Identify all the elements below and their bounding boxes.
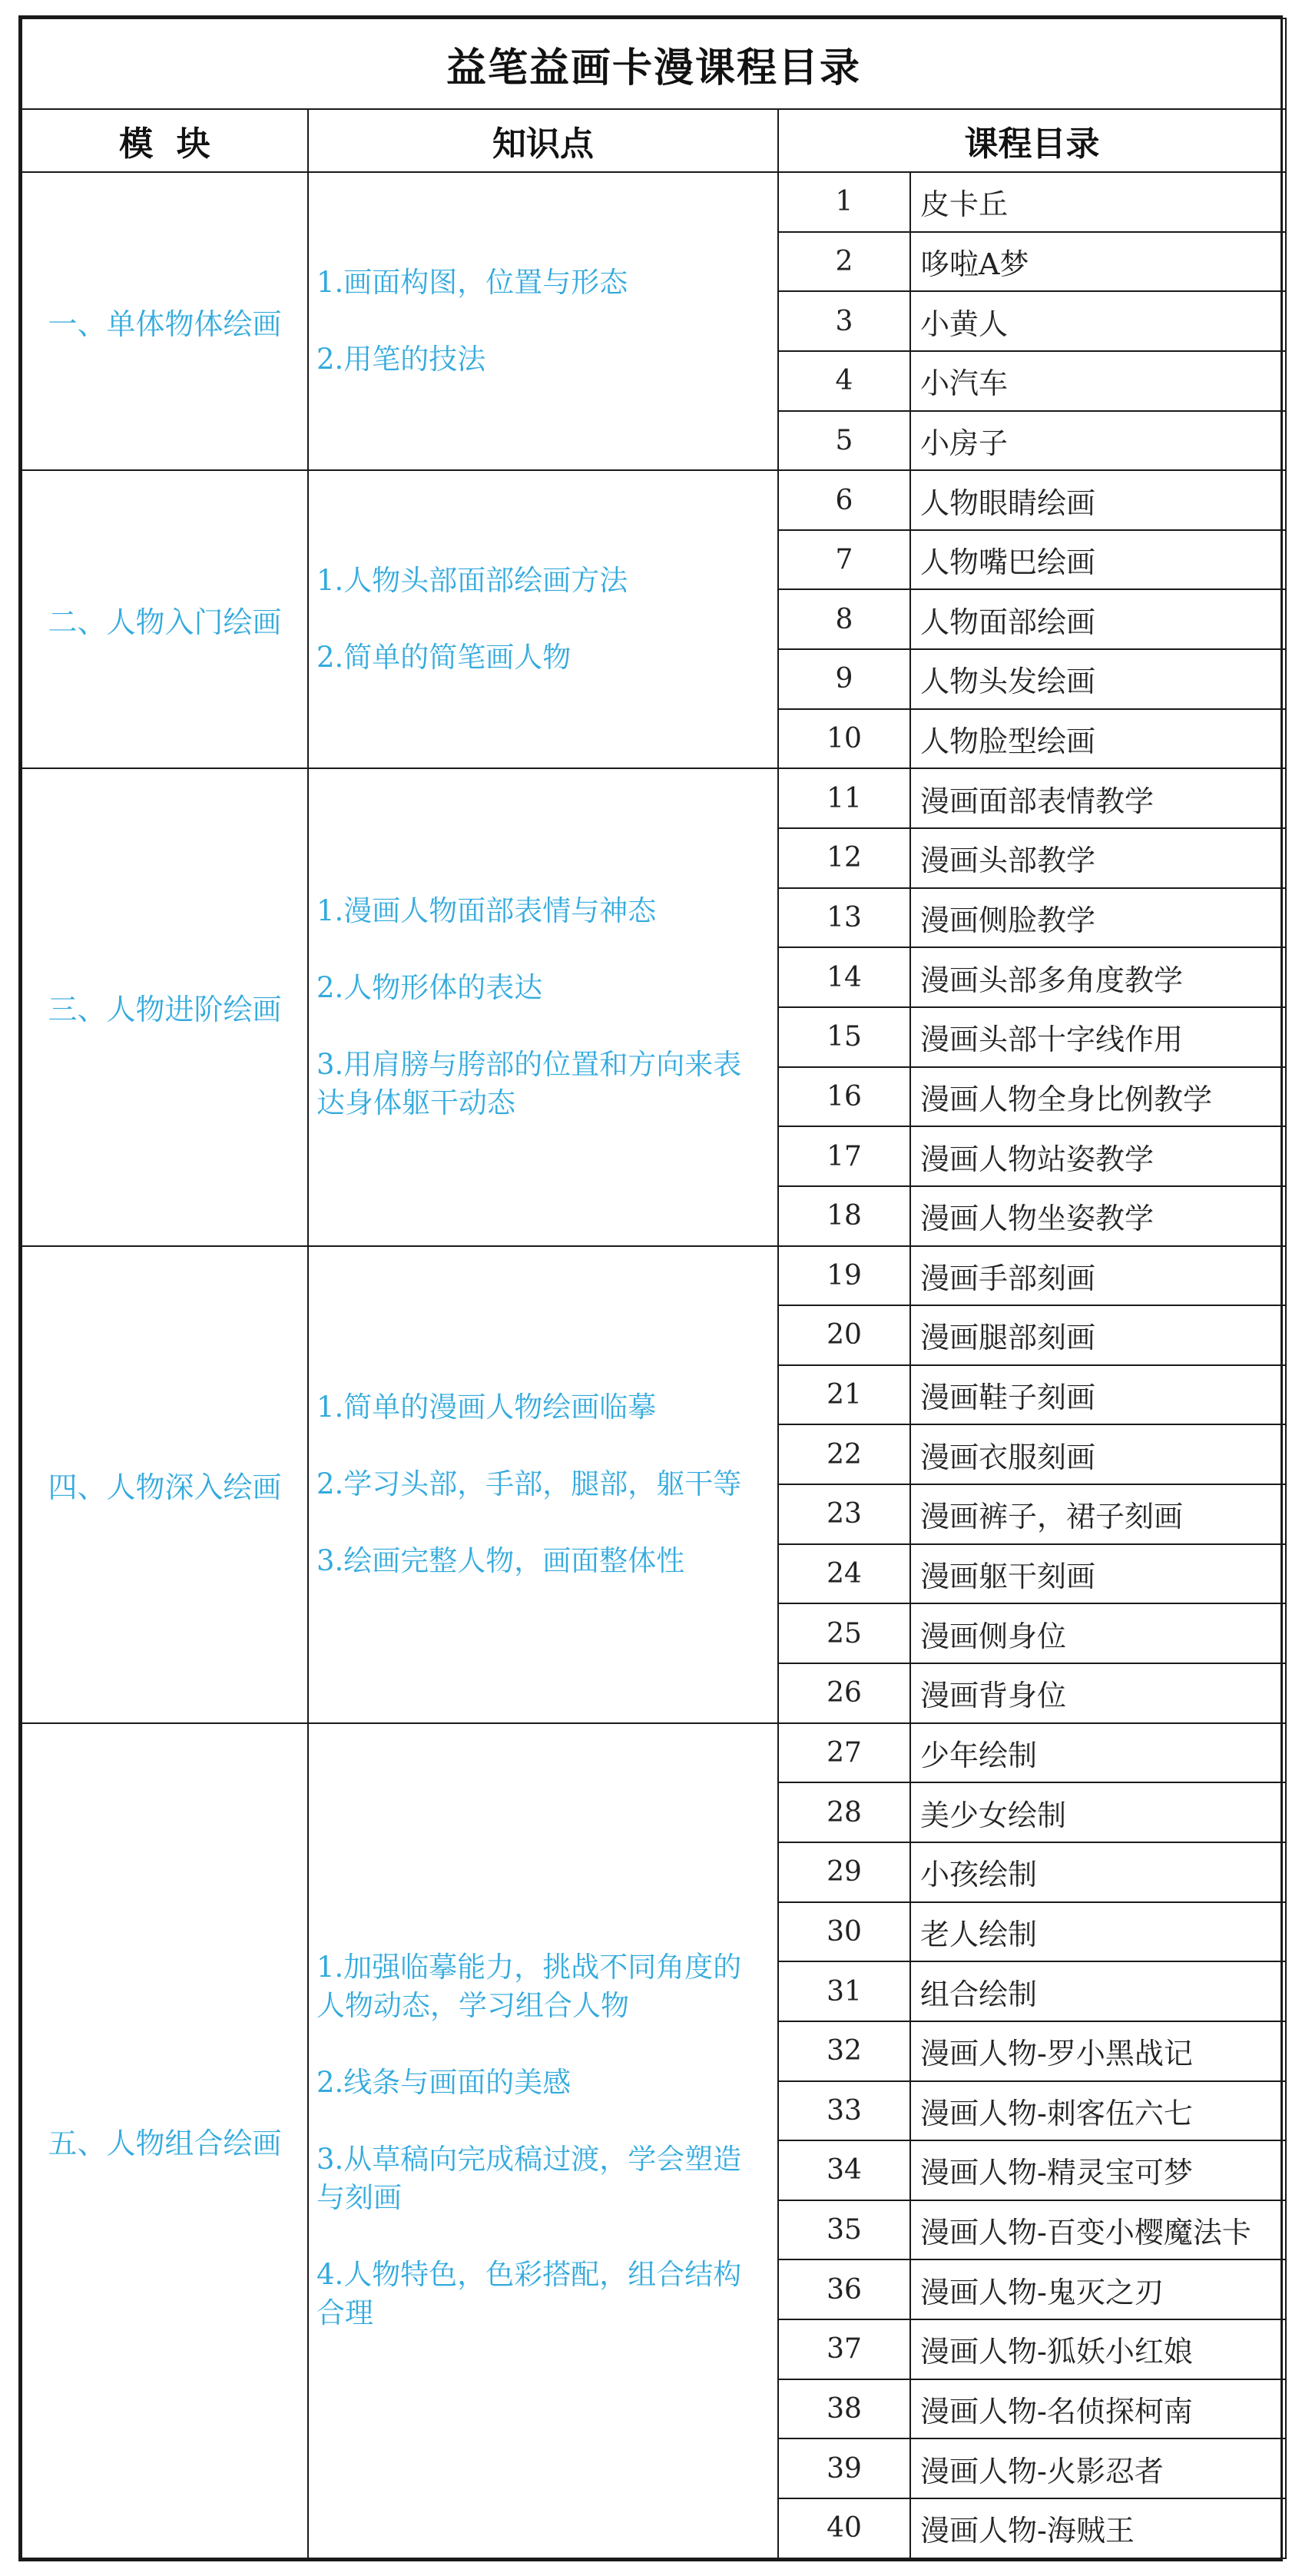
- lesson-number: 3: [778, 291, 910, 351]
- knowledge-point: 3.绘画完整人物，画面整体性: [316, 1544, 685, 1578]
- lesson-number: 15: [778, 1007, 910, 1067]
- lesson-name: 漫画人物-鬼灭之刃: [910, 2259, 1286, 2319]
- lesson-name: 漫画头部多角度教学: [910, 947, 1286, 1007]
- lesson-name: 漫画人物-狐妖小红娘: [910, 2319, 1286, 2379]
- lesson-number: 36: [778, 2259, 910, 2319]
- lesson-name: 漫画人物-刺客伍六七: [910, 2081, 1286, 2141]
- lesson-name: 漫画背身位: [910, 1663, 1286, 1723]
- lesson-number: 19: [778, 1246, 910, 1306]
- course-catalog-table: [21, 18, 1287, 2559]
- lesson-name: 漫画头部教学: [910, 828, 1286, 888]
- lesson-number: 21: [778, 1365, 910, 1425]
- table-row: [22, 1246, 1286, 1306]
- table-row: [22, 470, 1286, 530]
- lesson-name: 人物面部绘画: [910, 589, 1286, 649]
- module-name: 五、人物组合绘画: [22, 1723, 308, 2558]
- lesson-number: 14: [778, 947, 910, 1007]
- lesson-number: 35: [778, 2200, 910, 2260]
- lesson-number: 1: [778, 172, 910, 232]
- lesson-name: 漫画面部表情教学: [910, 768, 1286, 828]
- lesson-number: 38: [778, 2379, 910, 2439]
- module-name: 二、人物入门绘画: [22, 470, 308, 768]
- knowledge-point: 2.简单的简笔画人物: [316, 641, 571, 675]
- lesson-number: 4: [778, 351, 910, 411]
- lesson-name: 漫画人物-百变小樱魔法卡: [910, 2200, 1286, 2260]
- lesson-number: 26: [778, 1663, 910, 1723]
- knowledge-point: 3.用肩膀与胯部的位置和方向来表达身体躯干动态: [316, 1047, 742, 1119]
- header-row: [22, 109, 1286, 172]
- knowledge-points: [308, 768, 778, 1245]
- lesson-name: 漫画侧身位: [910, 1603, 1286, 1663]
- lesson-number: 34: [778, 2140, 910, 2200]
- lesson-name: 漫画人物全身比例教学: [910, 1067, 1286, 1127]
- header-module: 模 块: [22, 109, 308, 172]
- lesson-name: 小房子: [910, 411, 1286, 471]
- lesson-name: 漫画人物-名侦探柯南: [910, 2379, 1286, 2439]
- lesson-name: 漫画躯干刻画: [910, 1544, 1286, 1604]
- lesson-number: 10: [778, 709, 910, 769]
- title-row: [22, 18, 1286, 109]
- lesson-name: 皮卡丘: [910, 172, 1286, 232]
- lesson-number: 40: [778, 2498, 910, 2558]
- table-row: [22, 172, 1286, 232]
- lesson-name: 小孩绘制: [910, 1842, 1286, 1902]
- lesson-name: 漫画人物坐姿教学: [910, 1186, 1286, 1246]
- lesson-number: 28: [778, 1782, 910, 1842]
- lesson-name: 哆啦A梦: [910, 232, 1286, 292]
- knowledge-points: [308, 470, 778, 768]
- lesson-number: 6: [778, 470, 910, 530]
- module-name: 一、单体物体绘画: [22, 172, 308, 470]
- lesson-number: 33: [778, 2081, 910, 2141]
- lesson-name: 美少女绘制: [910, 1782, 1286, 1842]
- lesson-number: 29: [778, 1842, 910, 1902]
- lesson-number: 8: [778, 589, 910, 649]
- lesson-number: 30: [778, 1902, 910, 1962]
- module-name: 三、人物进阶绘画: [22, 768, 308, 1245]
- lesson-name: 漫画裤子，裙子刻画: [910, 1484, 1286, 1544]
- lesson-number: 9: [778, 649, 910, 709]
- table-row: [22, 1723, 1286, 1783]
- lesson-name: 漫画衣服刻画: [910, 1424, 1286, 1484]
- lesson-number: 22: [778, 1424, 910, 1484]
- lesson-number: 12: [778, 828, 910, 888]
- lesson-name: 小汽车: [910, 351, 1286, 411]
- knowledge-points: [308, 1246, 778, 1723]
- lesson-name: 漫画人物-精灵宝可梦: [910, 2140, 1286, 2200]
- knowledge-point: 1.漫画人物面部表情与神态: [316, 893, 657, 927]
- catalog-body: [22, 172, 1286, 2558]
- lesson-name: 人物脸型绘画: [910, 709, 1286, 769]
- knowledge-points: [308, 172, 778, 470]
- lesson-name: 老人绘制: [910, 1902, 1286, 1962]
- lesson-name: 漫画人物站姿教学: [910, 1126, 1286, 1186]
- lesson-number: 39: [778, 2438, 910, 2498]
- knowledge-point: 1.画面构图，位置与形态: [316, 266, 628, 300]
- lesson-number: 25: [778, 1603, 910, 1663]
- lesson-number: 23: [778, 1484, 910, 1544]
- lesson-number: 31: [778, 1961, 910, 2021]
- lesson-name: 小黄人: [910, 291, 1286, 351]
- lesson-number: 24: [778, 1544, 910, 1604]
- lesson-number: 7: [778, 530, 910, 590]
- course-catalog-sheet: [18, 15, 1283, 2561]
- lesson-name: 人物嘴巴绘画: [910, 530, 1286, 590]
- lesson-name: 漫画侧脸教学: [910, 888, 1286, 948]
- lesson-name: 漫画人物-罗小黑战记: [910, 2021, 1286, 2081]
- header-catalog: 课程目录: [778, 109, 1286, 172]
- lesson-name: 漫画头部十字线作用: [910, 1007, 1286, 1067]
- lesson-number: 16: [778, 1067, 910, 1127]
- knowledge-point: 2.用笔的技法: [316, 343, 486, 376]
- page-title: 益笔益画卡漫课程目录: [22, 18, 1286, 109]
- knowledge-point: 1.加强临摹能力，挑战不同角度的人物动态，学习组合人物: [316, 1951, 742, 2023]
- knowledge-point: 2.人物形体的表达: [316, 970, 543, 1004]
- knowledge-point: 3.从草稿向完成稿过渡，学会塑造与刻画: [316, 2143, 742, 2215]
- lesson-number: 32: [778, 2021, 910, 2081]
- lesson-number: 37: [778, 2319, 910, 2379]
- knowledge-point: 1.人物头部面部绘画方法: [316, 564, 628, 598]
- knowledge-point: 4.人物特色，色彩搭配，组合结构合理: [316, 2258, 742, 2330]
- lesson-name: 人物头发绘画: [910, 649, 1286, 709]
- lesson-name: 漫画鞋子刻画: [910, 1365, 1286, 1425]
- lesson-number: 13: [778, 888, 910, 948]
- lesson-name: 漫画腿部刻画: [910, 1305, 1286, 1365]
- knowledge-point: 1.简单的漫画人物绘画临摹: [316, 1391, 657, 1424]
- knowledge-point: 2.学习头部，手部，腿部，躯干等: [316, 1467, 742, 1501]
- lesson-name: 漫画人物-海贼王: [910, 2498, 1286, 2558]
- module-name: 四、人物深入绘画: [22, 1246, 308, 1723]
- table-row: [22, 768, 1286, 828]
- lesson-name: 少年绘制: [910, 1723, 1286, 1783]
- lesson-number: 5: [778, 411, 910, 471]
- lesson-number: 20: [778, 1305, 910, 1365]
- lesson-name: 漫画人物-火影忍者: [910, 2438, 1286, 2498]
- lesson-number: 11: [778, 768, 910, 828]
- knowledge-points: [308, 1723, 778, 2558]
- lesson-number: 27: [778, 1723, 910, 1783]
- header-points: 知识点: [308, 109, 778, 172]
- lesson-number: 18: [778, 1186, 910, 1246]
- lesson-number: 2: [778, 232, 910, 292]
- lesson-name: 组合绘制: [910, 1961, 1286, 2021]
- lesson-name: 人物眼睛绘画: [910, 470, 1286, 530]
- knowledge-point: 2.线条与画面的美感: [316, 2066, 571, 2100]
- lesson-name: 漫画手部刻画: [910, 1246, 1286, 1306]
- lesson-number: 17: [778, 1126, 910, 1186]
